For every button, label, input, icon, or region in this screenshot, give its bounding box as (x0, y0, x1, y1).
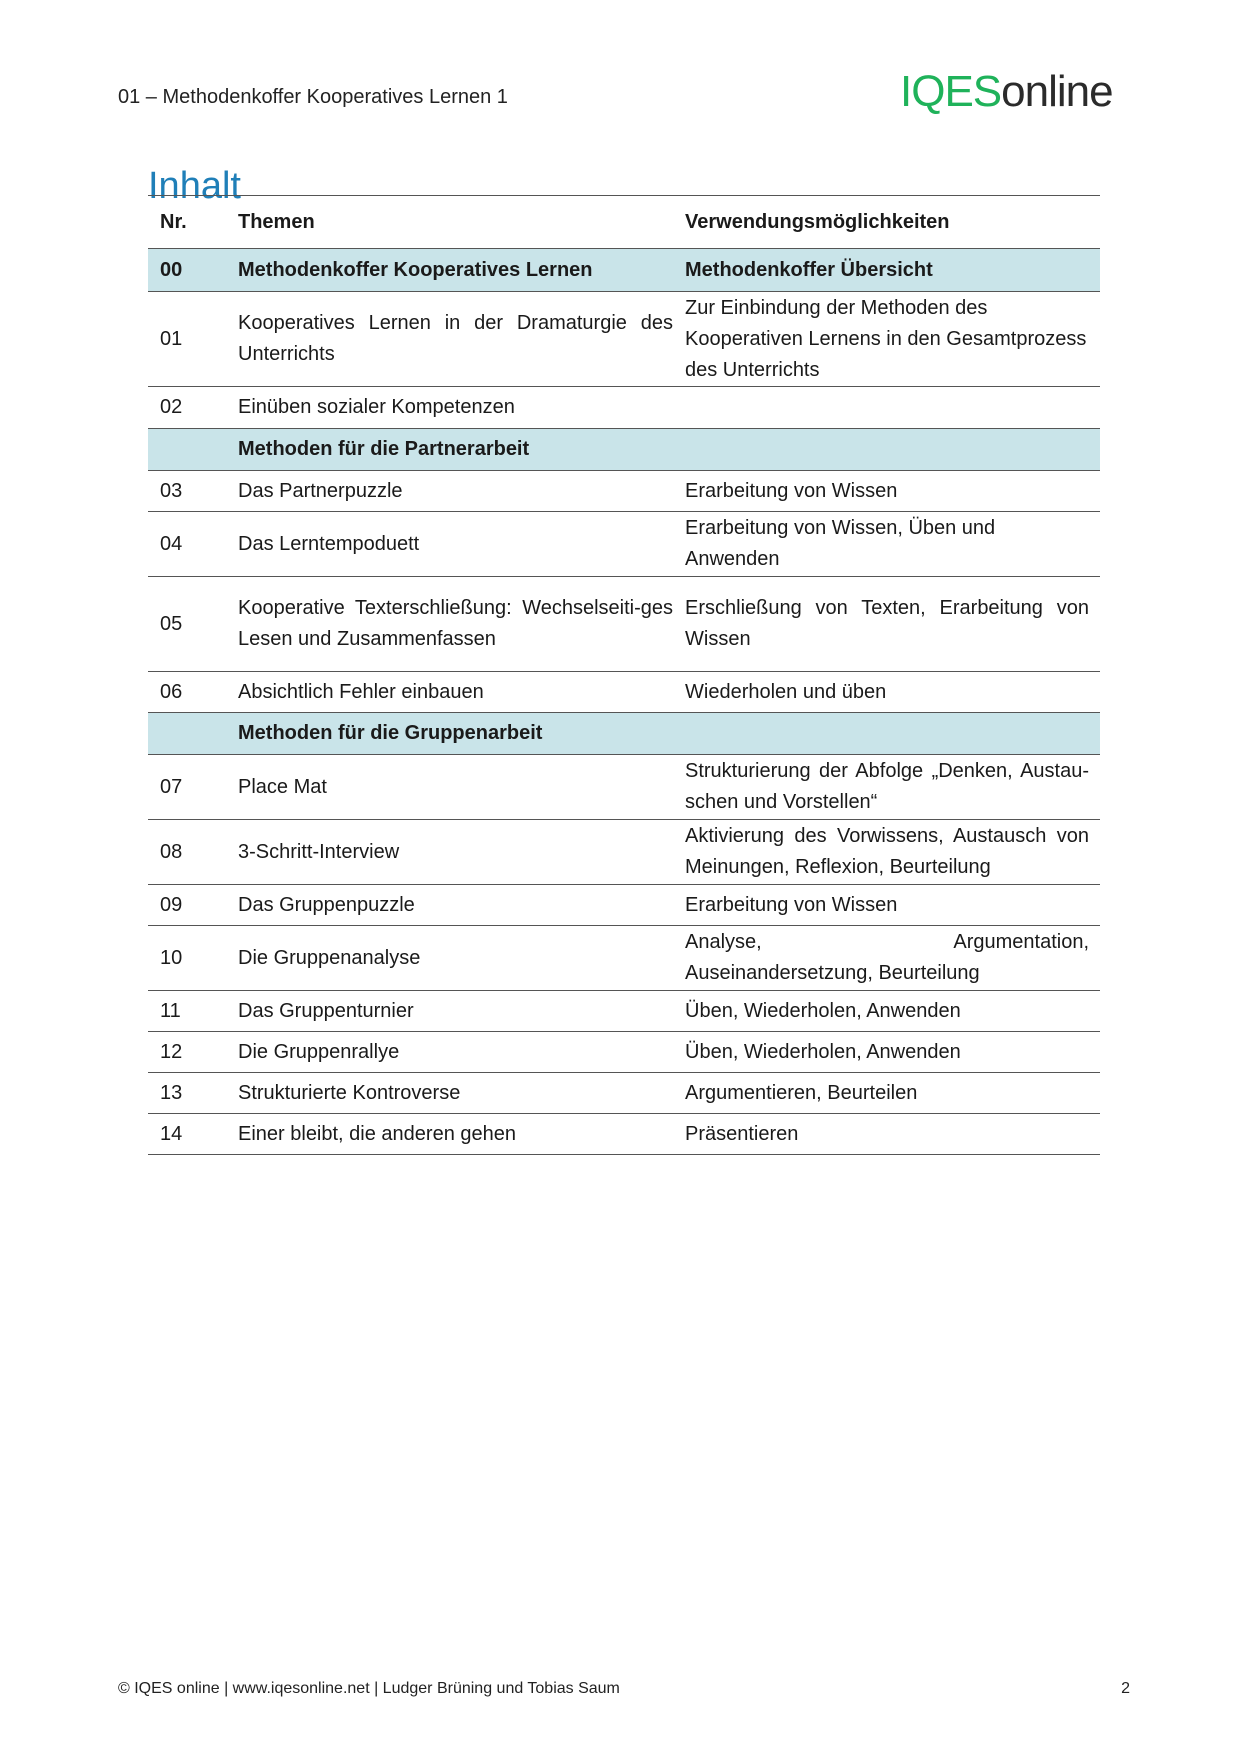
row-use (685, 713, 1100, 755)
row-nr (148, 713, 238, 755)
row-nr: 02 (160, 396, 183, 418)
row-nr: 08 (160, 840, 183, 863)
row-nr: 04 (160, 532, 183, 555)
column-header-themes: Themen (238, 210, 315, 233)
row-use: Erschließung von Texten, Erarbeitung von Wissen (685, 597, 1089, 650)
footer-credits: © IQES online | www.iqesonline.net | Ludger Brüning und Tobias Saum (118, 1680, 620, 1697)
row-nr: 05 (160, 612, 183, 635)
column-header-nr: Nr. (160, 210, 187, 233)
contents-table (148, 195, 1100, 1155)
row-use: Wiederholen und üben (685, 680, 887, 703)
page-footer (118, 1680, 1130, 1698)
row-use: Aktivierung des Vorwissens, Austausch von Meinungen, Reflexion, Beurteilung (685, 825, 1089, 878)
row-use: Analyse, Argumentation, Auseinandersetzung, Beurteilung (685, 931, 1089, 984)
column-header-uses: Verwendungsmöglichkeiten (685, 210, 950, 233)
table-row (148, 471, 1100, 512)
row-use: Strukturierung der Abfolge „Denken, Austau-schen und Vorstellen“ (685, 760, 1089, 813)
table-row (148, 249, 1100, 292)
row-nr: 03 (160, 479, 183, 502)
table-header-row (148, 196, 1100, 249)
table-row (148, 512, 1100, 577)
row-theme: Das Lerntempoduett (238, 532, 420, 555)
page-title: Inhalt (148, 165, 241, 208)
row-use: Erarbeitung von Wissen (685, 893, 898, 916)
logo-iqes-text: IQES (900, 67, 1002, 116)
row-use (685, 387, 1100, 429)
row-use: Üben, Wiederholen, Anwenden (685, 999, 961, 1022)
row-nr: 01 (160, 327, 183, 350)
section-row-partnerarbeit (148, 429, 1100, 471)
table-row (148, 577, 1100, 672)
section-title: Methoden für die Partnerarbeit (238, 438, 530, 460)
row-nr: 07 (160, 775, 183, 798)
table-row (148, 755, 1100, 820)
table-row (148, 926, 1100, 991)
row-theme: Strukturierte Kontroverse (238, 1081, 461, 1104)
table-row (148, 672, 1100, 713)
row-use: Argumentieren, Beurteilen (685, 1081, 918, 1104)
row-theme: Absichtlich Fehler einbauen (238, 680, 484, 703)
row-use: Methodenkoffer Übersicht (685, 258, 933, 281)
row-use: Zur Einbindung der Methoden des Kooperativen Lernens in den Gesamtprozess des Unterrichts (685, 296, 1087, 381)
table-row (148, 292, 1100, 387)
table-row (148, 885, 1100, 926)
row-nr: 10 (160, 946, 183, 969)
table-row (148, 991, 1100, 1032)
row-theme: 3-Schritt-Interview (238, 840, 400, 863)
row-theme: Einüben sozialer Kompetenzen (238, 396, 515, 418)
row-nr: 12 (160, 1040, 183, 1063)
row-nr: 13 (160, 1081, 183, 1104)
row-use: Präsentieren (685, 1122, 799, 1145)
table-row (148, 1073, 1100, 1114)
row-nr: 09 (160, 893, 183, 916)
row-theme: Die Gruppenrallye (238, 1040, 400, 1063)
row-nr: 11 (160, 999, 181, 1022)
row-nr: 14 (160, 1122, 183, 1145)
row-theme: Place Mat (238, 775, 327, 798)
row-use (685, 429, 1100, 471)
row-theme: Einer bleibt, die anderen gehen (238, 1122, 516, 1145)
row-theme: Das Gruppenturnier (238, 999, 414, 1022)
row-theme: Die Gruppenanalyse (238, 946, 421, 969)
row-theme: Das Gruppenpuzzle (238, 893, 415, 916)
row-use: Üben, Wiederholen, Anwenden (685, 1040, 961, 1063)
logo-online-text: online (1001, 67, 1113, 116)
table-row (148, 820, 1100, 885)
row-nr (148, 429, 238, 471)
row-theme: Das Partnerpuzzle (238, 479, 403, 502)
table-row (148, 387, 1100, 429)
row-use: Erarbeitung von Wissen, Üben und Anwenden (685, 517, 996, 570)
row-theme: Kooperative Texterschließung: Wechselseiti-ges Lesen und Zusammenfassen (238, 597, 673, 650)
row-use: Erarbeitung von Wissen (685, 479, 898, 502)
page-number: 2 (1121, 1680, 1130, 1697)
iqes-online-logo (900, 67, 1113, 116)
table-row (148, 1114, 1100, 1155)
row-theme: Methodenkoffer Kooperatives Lernen (238, 258, 593, 281)
row-theme: Kooperatives Lernen in der Dramaturgie des Unterrichts (238, 312, 673, 365)
table-row (148, 1032, 1100, 1073)
document-header-title: 01 – Methodenkoffer Kooperatives Lernen 1 (118, 86, 508, 108)
section-row-gruppenarbeit (148, 713, 1100, 755)
section-title: Methoden für die Gruppenarbeit (238, 722, 543, 744)
row-nr: 06 (160, 680, 183, 703)
row-nr: 00 (160, 258, 183, 281)
